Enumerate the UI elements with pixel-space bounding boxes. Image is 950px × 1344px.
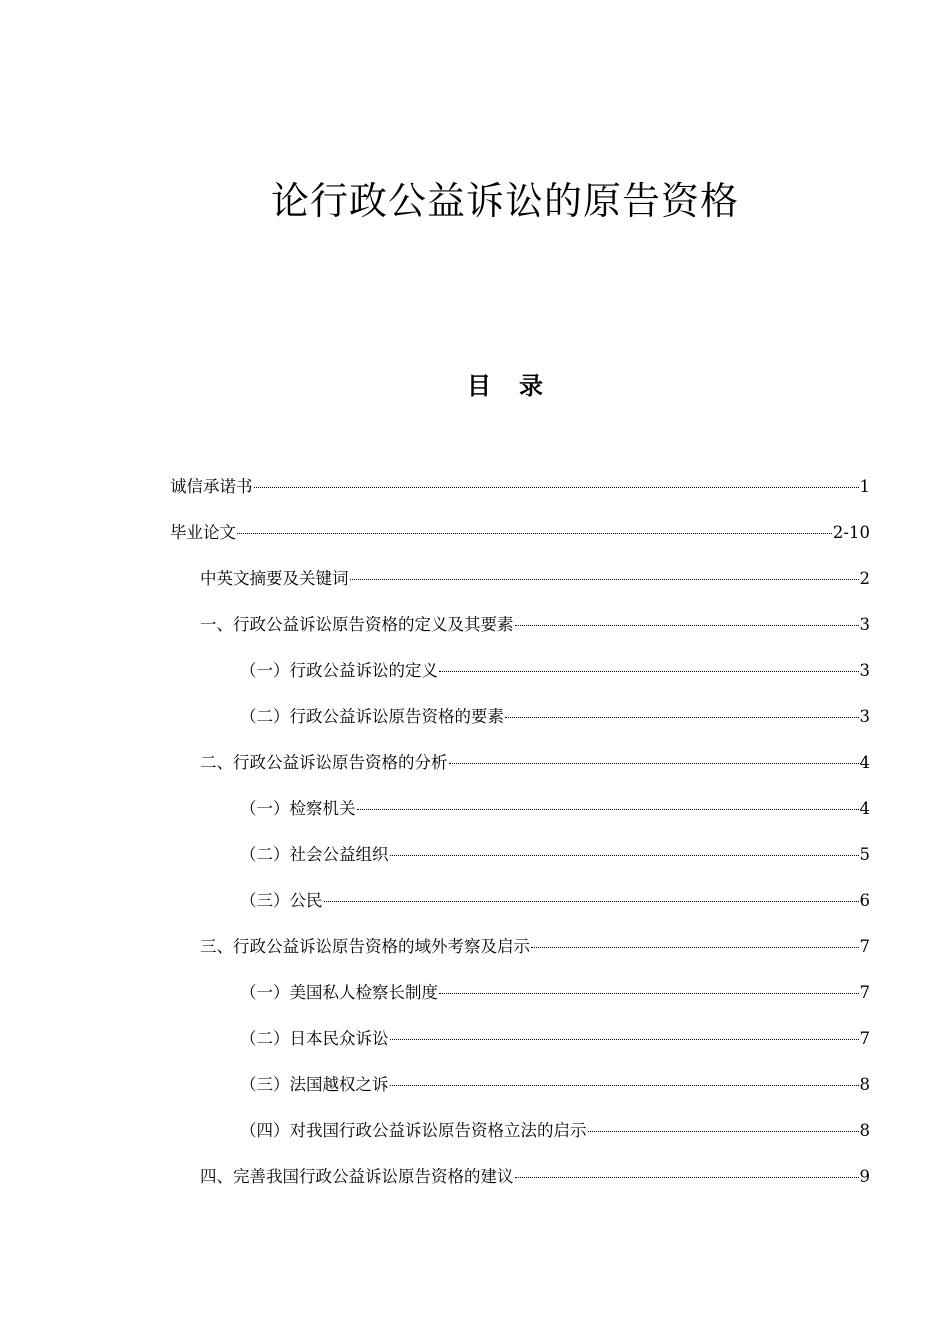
toc-leader-dots <box>390 855 859 856</box>
toc-entry-label: 一、行政公益诉讼原告资格的定义及其要素 <box>200 615 514 634</box>
toc-leader-dots <box>505 717 859 718</box>
toc-entry[interactable] <box>170 836 870 882</box>
toc-leader-dots <box>390 1085 859 1086</box>
toc-entry-label: （一）行政公益诉讼的定义 <box>240 661 438 680</box>
toc-entry-label: 诚信承诺书 <box>170 477 253 496</box>
toc-heading-char-1: 目 <box>467 372 491 400</box>
toc-entry[interactable] <box>170 1066 870 1112</box>
toc-entry-label: （三）公民 <box>240 891 323 910</box>
toc-entry-label: 中英文摘要及关键词 <box>200 569 349 588</box>
toc-entry-page: 3 <box>859 661 870 680</box>
toc-leader-dots <box>390 1039 859 1040</box>
toc-entry-page: 5 <box>859 845 870 864</box>
toc-entry[interactable] <box>170 974 870 1020</box>
toc-entry[interactable] <box>170 928 870 974</box>
toc-entry[interactable] <box>170 790 870 836</box>
toc-entry[interactable] <box>170 1158 870 1204</box>
document-title: 论行政公益诉讼的原告资格 <box>270 179 739 223</box>
toc-leader-dots <box>324 901 859 902</box>
toc-entry-page: 3 <box>859 707 870 726</box>
toc-entry[interactable] <box>170 882 870 928</box>
toc-entry[interactable] <box>170 468 870 514</box>
toc-entry[interactable] <box>170 514 870 560</box>
toc-entry-page: 9 <box>859 1167 870 1186</box>
toc-entry-page: 7 <box>859 983 870 1002</box>
toc-heading-char-2: 录 <box>519 372 543 400</box>
toc-entry-label: （一）检察机关 <box>240 799 356 818</box>
table-of-contents <box>170 468 870 1204</box>
toc-entry[interactable] <box>170 606 870 652</box>
toc-leader-dots <box>515 1177 859 1178</box>
toc-entry-label: （二）日本民众诉讼 <box>240 1029 389 1048</box>
toc-entry-page: 7 <box>859 1029 870 1048</box>
toc-entry-label: （四）对我国行政公益诉讼原告资格立法的启示 <box>240 1121 587 1140</box>
toc-entry-page: 8 <box>859 1075 870 1094</box>
toc-leader-dots <box>588 1131 859 1132</box>
toc-leader-dots <box>350 579 859 580</box>
toc-entry-label: 毕业论文 <box>170 523 236 542</box>
toc-entry[interactable] <box>170 1020 870 1066</box>
toc-entry-page: 2-10 <box>832 523 870 542</box>
toc-entry-label: （一）美国私人检察长制度 <box>240 983 438 1002</box>
toc-entry-page: 8 <box>859 1121 870 1140</box>
toc-entry-label: 四、完善我国行政公益诉讼原告资格的建议 <box>200 1167 514 1186</box>
toc-leader-dots <box>439 671 859 672</box>
toc-leader-dots <box>531 947 859 948</box>
toc-entry-page: 7 <box>859 937 870 956</box>
toc-entry-page: 3 <box>859 615 870 634</box>
toc-entry[interactable] <box>170 652 870 698</box>
toc-leader-dots <box>357 809 859 810</box>
toc-entry-page: 1 <box>859 477 870 496</box>
toc-entry-label: （二）社会公益组织 <box>240 845 389 864</box>
toc-entry[interactable] <box>170 1112 870 1158</box>
toc-entry-page: 2 <box>859 569 870 588</box>
toc-leader-dots <box>254 487 859 488</box>
toc-entry-label: （三）法国越权之诉 <box>240 1075 389 1094</box>
toc-entry[interactable] <box>170 560 870 606</box>
toc-leader-dots <box>237 533 832 534</box>
toc-entry-label: 三、行政公益诉讼原告资格的域外考察及启示 <box>200 937 530 956</box>
toc-entry[interactable] <box>170 698 870 744</box>
toc-heading <box>0 366 950 401</box>
toc-entry-page: 6 <box>859 891 870 910</box>
toc-entry[interactable] <box>170 744 870 790</box>
toc-entry-page: 4 <box>859 799 870 818</box>
toc-leader-dots <box>439 993 859 994</box>
toc-entry-page: 4 <box>859 753 870 772</box>
toc-entry-label: 二、行政公益诉讼原告资格的分析 <box>200 753 448 772</box>
toc-leader-dots <box>449 763 859 764</box>
toc-entry-label: （二）行政公益诉讼原告资格的要素 <box>240 707 504 726</box>
toc-leader-dots <box>515 625 859 626</box>
